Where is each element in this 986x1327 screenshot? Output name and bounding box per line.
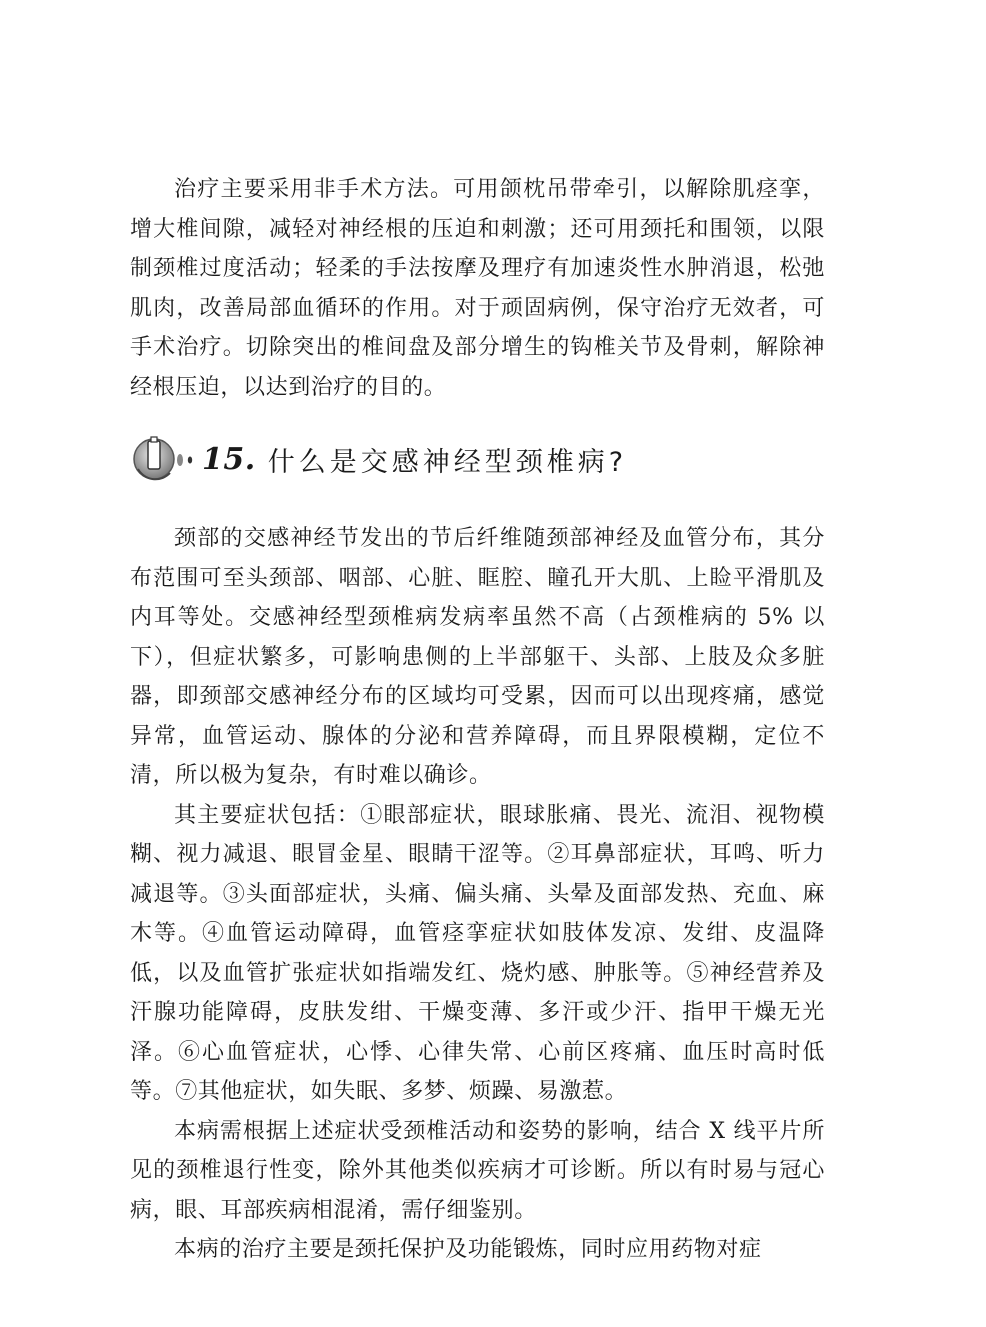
page-content <box>130 170 825 1270</box>
paragraph-2: 其主要症状包括：①眼部症状，眼球胀痛、畏光、流泪、视物模糊、视力减退、眼冒金星、眼睛干涩等。②耳鼻部症状，耳鸣、听力减退等。③头面部症状，头痛、偏头痛、头晕及面部发热、充血、麻木等。④血管运动障碍，血管痉挛症状如肢体发凉、发绀、皮温降低，以及血管扩张症状如指端发红、烧灼感、肿胀等。⑤神经营养及汗腺功能障碍，皮肤发绀、干燥变薄、多汗或少汗、指甲干燥无光泽。⑥心血管症状，心悸、心律失常、心前区疼痛、血压时高时低等。⑦其他症状，如失眠、多梦、烦躁、易激惹。 <box>130 802 825 1104</box>
paragraph-1: 颈部的交感神经节发出的节后纤维随颈部神经及血管分布，其分布范围可至头颈部、咽部、心脏、眶腔、瞳孔开大肌、上睑平滑肌及内耳等处。交感神经型颈椎病发病率虽然不高（占颈椎病的 5% 以下），但症状繁多，可影响患侧的上半部躯干、头部、上肢及众多脏器，即颈部交感神经分布的区域均可受累，因而可以出现疼痛，感觉异常，血管运动、腺体的分泌和营养障碍，而且界限模糊，定位不清，所以极为复杂，有时难以确诊。 <box>130 526 825 788</box>
section-number: 15. <box>202 441 256 477</box>
section-heading <box>130 429 825 489</box>
paragraph-3: 本病需根据上述症状受颈椎活动和姿势的影响，结合 X 线平片所见的颈椎退行性变，除外其他类似疾病才可诊断。所以有时易与冠心病，眼、耳部疾病相混淆，需仔细鉴别。 <box>130 1118 825 1223</box>
bottle-badge-icon <box>130 429 200 489</box>
paragraph-4: 本病的治疗主要是颈托保护及功能锻炼，同时应用药物对症 <box>174 1237 762 1262</box>
section-title: 什么是交感神经型颈椎病? <box>267 446 628 478</box>
intro-paragraph: 治疗主要采用非手术方法。可用颌枕吊带牵引，以解除肌痉挛，增大椎间隙，减轻对神经根的压迫和刺激；还可用颈托和围领，以限制颈椎过度活动；轻柔的手法按摩及理疗有加速炎性水肿消退，松弛肌肉，改善局部血循环的作用。对于顽固病例，保守治疗无效者，可手术治疗。切除突出的椎间盘及部分增生的钩椎关节及骨刺，解除神经根压迫，以达到治疗的目的。 <box>130 177 825 400</box>
